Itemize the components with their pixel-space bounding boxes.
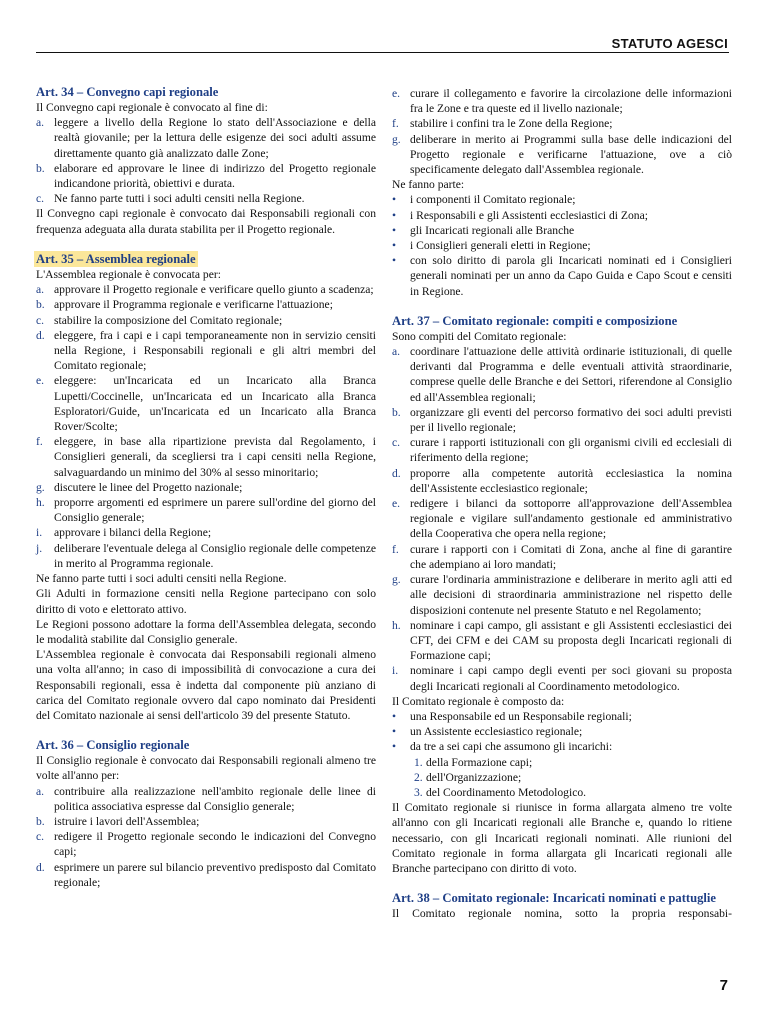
list-item-text: curare i rapporti con i Comitati di Zona, anche al fine di garantire che adempiano ai loro mandati; [410, 542, 732, 571]
list-item-text: redigere i bilanci da sottoporre all'approvazione dell'Assemblea regionale e vigilare sull'andamento gestionale ed amministrativo della Cooperativa che opera nella regione; [410, 497, 732, 541]
list-marker: a. [36, 283, 45, 297]
art35-intro: L'Assemblea regionale è convocata per: [36, 268, 221, 282]
list-item-text: dell'Organizzazione; [426, 770, 522, 784]
list-item-text: da tre a sei capi che assumono gli incarichi: [410, 740, 613, 754]
art35-paragraph: L'Assemblea regionale è convocata dai Responsabili regionali almeno una volta all'anno; in caso di impossibilità di convocazione a cura dei Responsabili regionali, essa è indetta dal componente più anziano di carica del Comitato regionale ovvero dal capo nominato dai Presidenti del Comitato nazionale ai sensi dell'articolo 39 del presente Statuto. [36, 648, 376, 722]
list-marker: c. [36, 830, 45, 844]
list-marker: g. [392, 573, 401, 587]
art34-title: Art. 34 – Convegno capi regionale [36, 85, 219, 99]
bullet-marker: • [392, 239, 397, 253]
list-item-text: curare l'ordinaria amministrazione e deliberare in merito agli atti ed alle decisioni di straordinaria amministrazione nel rispetto delle disposizioni contenute nel presente Statuto e nel Regolamento; [410, 573, 732, 617]
list-item [392, 192, 732, 207]
list-item-text: Ne fanno parte tutti i soci adulti censiti nella Regione. [54, 192, 305, 206]
list-item [392, 496, 732, 542]
list-item-text: istruire i lavori dell'Assemblea; [54, 814, 200, 828]
list-item [392, 405, 732, 435]
list-marker: g. [36, 480, 45, 494]
art34-list [36, 115, 376, 206]
list-marker: i. [392, 664, 399, 678]
list-item [392, 435, 732, 465]
list-marker: a. [36, 116, 45, 130]
art37-title: Art. 37 – Comitato regionale: compiti e composizione [392, 313, 678, 328]
bullet-marker: • [392, 725, 397, 739]
art36-title: Art. 36 – Consiglio regionale [36, 738, 190, 753]
art37-list [392, 344, 732, 694]
list-item-text: della Formazione capi; [426, 755, 533, 769]
left-column [36, 84, 376, 890]
list-item [36, 814, 376, 829]
list-marker: b. [36, 814, 45, 828]
bullet-marker: • [392, 709, 397, 723]
list-item [392, 208, 732, 223]
list-marker: 2. [414, 770, 423, 784]
art35-paragraph: Le Regioni possono adottare la forma dell'Assemblea delegata, secondo le modalità stabilite dal Consiglio generale. [36, 617, 376, 646]
list-item [392, 253, 732, 299]
list-marker: f. [392, 117, 399, 131]
list-marker: 3. [414, 785, 423, 799]
list-item [392, 542, 732, 572]
art36-members-intro: Ne fanno parte: [392, 178, 465, 192]
list-item-text: redigere il Progetto regionale secondo le indicazioni del Convegno capi; [54, 830, 376, 859]
art37-intro: Sono compiti del Comitato regionale: [392, 329, 567, 343]
art34-intro: Il Convegno capi regionale è convocato al fine di: [36, 101, 268, 114]
list-item [392, 238, 732, 253]
art37-composition-intro: Il Comitato regionale è composto da: [392, 694, 565, 708]
list-marker: 1. [414, 755, 423, 769]
list-item [392, 663, 732, 693]
list-item [392, 709, 732, 724]
list-item [392, 116, 732, 131]
list-marker: c. [392, 436, 401, 450]
list-item [392, 724, 732, 739]
list-marker: b. [36, 161, 45, 175]
list-item [36, 115, 376, 161]
list-item [392, 132, 732, 178]
list-marker: c. [36, 192, 45, 206]
list-item [36, 541, 376, 571]
list-item [36, 373, 376, 434]
list-item [392, 466, 732, 496]
art36-list [36, 784, 376, 890]
list-item [36, 313, 376, 328]
list-item-text: proporre alla competente autorità ecclesiastica la nomina dell'Assistente ecclesiastico regionale; [410, 466, 732, 495]
art35-paragraph: Gli Adulti in formazione censiti nella Regione partecipano con solo diritto di voto e elettorato attivo. [36, 587, 376, 616]
list-marker: f. [36, 435, 43, 449]
list-item [392, 344, 732, 405]
list-marker: b. [36, 298, 45, 312]
list-item [36, 480, 376, 495]
list-item-text: nominare i capi campo, gli assistant e gli Assistenti ecclesiastici dei CFT, dei CFM e dei CAM su proposta degli Incaricati regionali di Formazione capi; [410, 618, 732, 663]
list-item-text: curare i rapporti istituzionali con gli organismi civili ed ecclesiali di riferimento della regione; [410, 436, 732, 465]
art36-members-list [392, 192, 732, 298]
art34-outro: Il Convegno capi regionale è convocato dai Responsabili regionali con frequenza adeguata alla durata stabilita per il Progetto regionale. [36, 207, 376, 236]
art35-title: Art. 35 – Assemblea regionale [36, 251, 196, 266]
list-item [392, 739, 732, 754]
list-item [392, 770, 732, 785]
bullet-marker: • [392, 740, 397, 754]
list-item-text: eleggere, in base alla ripartizione prevista dal Regolamento, i Consiglieri generali, da scegliersi tra i capi censiti nella Regione, salvaguardando un minimo del 30% al sesso minoritario; [54, 435, 376, 479]
list-item [392, 572, 732, 618]
list-item-text: deliberare l'eventuale delega al Consiglio regionale delle competenze in merito al Programma regionale. [54, 541, 376, 570]
list-marker: d. [36, 328, 45, 342]
list-item [36, 829, 376, 859]
list-item-text: i componenti il Comitato regionale; [410, 193, 576, 207]
art37-roles-sublist [392, 755, 732, 801]
list-item-text: contribuire alla realizzazione nell'ambito regionale delle linee di politica associativa espresse dal Consiglio generale; [54, 784, 376, 813]
list-item-text: i Consiglieri generali eletti in Regione; [410, 239, 591, 253]
list-item [36, 282, 376, 297]
list-marker: g. [392, 132, 401, 146]
art38-text: Il Comitato regionale nomina, sotto la propria responsabi- [392, 907, 732, 921]
list-item-text: nominare i capi campo degli eventi per soci giovani su proposta degli Incaricati regionali al Coordinamento metodologico. [410, 664, 732, 693]
list-item-text: deliberare in merito ai Programmi sulla base delle indicazioni del Progetto regionale e verificarne l'attuazione, ove a ciò specificamente delegato dall'Assemblea regionale. [410, 132, 732, 177]
list-item [36, 860, 376, 890]
list-item-text: curare il collegamento e favorire la circolazione delle informazioni fra le Zone e tra queste ed il livello nazionale; [410, 87, 732, 116]
list-item-text: approvare il Programma regionale e verificarne l'attuazione; [54, 298, 333, 312]
list-item-text: con solo diritto di parola gli Incaricati nominati ed i Consiglieri generali nominati per un anno da Capo Guida e Capo Scout e censiti in Regione. [410, 254, 732, 298]
list-item-text: proporre argomenti ed esprimere un parere sull'ordine del giorno del Consiglio generale; [54, 496, 376, 525]
list-marker: h. [36, 496, 45, 510]
list-marker: d. [392, 466, 401, 480]
list-item-text: stabilire i confini tra le Zone della Regione; [410, 117, 613, 131]
running-header-title: STATUTO AGESCI [611, 36, 728, 51]
list-marker: d. [36, 860, 45, 874]
header-rule [36, 52, 729, 53]
list-item [36, 784, 376, 814]
list-item-text: elaborare ed approvare le linee di indirizzo del Progetto regionale indicandone priorità, obiettivi e durata. [54, 161, 376, 191]
list-item-text: leggere a livello della Regione lo stato dell'Associazione e della realtà giovanile; per la lettura delle esigenze dei soci adulti assume direttamente quanto già analizzato dalle Zone; [54, 116, 376, 160]
art36-intro: Il Consiglio regionale è convocato dai Responsabili regionali almeno tre volte all'anno per: [36, 754, 376, 783]
list-item [392, 86, 732, 116]
list-marker: h. [392, 618, 401, 632]
list-item-text: discutere le linee del Progetto nazionale; [54, 480, 243, 494]
art37-composition-list [392, 709, 732, 755]
list-item [36, 495, 376, 525]
list-item-text: esprimere un parere sul bilancio preventivo predisposto dal Comitato regionale; [54, 860, 376, 889]
art35-paragraph: Ne fanno parte tutti i soci adulti censiti nella Regione. [36, 572, 287, 586]
list-item-text: del Coordinamento Metodologico. [426, 785, 587, 799]
art38-title: Art. 38 – Comitato regionale: Incaricati nominati e pattuglie [392, 891, 717, 906]
list-item [392, 785, 732, 800]
bullet-marker: • [392, 208, 397, 222]
list-item [36, 161, 376, 191]
list-marker: e. [392, 497, 401, 511]
list-marker: a. [392, 345, 401, 359]
bullet-marker: • [392, 193, 397, 207]
right-column [392, 86, 732, 921]
list-item-text: un Assistente ecclesiastico regionale; [410, 725, 583, 739]
list-item [36, 525, 376, 540]
list-item [392, 618, 732, 664]
list-marker: e. [392, 87, 401, 100]
list-item-text: eleggere, fra i capi e i capi temporaneamente non in servizio censiti nella Regione, i Responsabili regionali e gli altri membri del Comitato regionale; [54, 328, 376, 373]
list-item [36, 191, 376, 206]
art36-list-continued [392, 86, 732, 177]
list-item-text: una Responsabile ed un Responsabile regionali; [410, 709, 632, 723]
list-marker: e. [36, 374, 45, 388]
list-item [36, 328, 376, 374]
art35-list [36, 282, 376, 571]
list-item-text: approvare il Progetto regionale e verificare quello giunto a scadenza; [54, 283, 374, 297]
list-item-text: approvare i bilanci della Regione; [54, 526, 212, 540]
list-marker: c. [36, 313, 45, 327]
art37-outro: Il Comitato regionale si riunisce in forma allargata almeno tre volte all'anno con gli Incaricati regionali alle Branche e, quando lo ritiene necessario, con gli Incaricati regionali nominati. Alle riunioni del Comitato regionale in forma allargata gli Incaricati regionali alle Branche partecipano con diritto di voto. [392, 801, 732, 875]
list-item-text: eleggere: un'Incaricata ed un Incaricato alla Branca Lupetti/Coccinelle, un'Incaricata ed un Incaricato alla Branca Esploratori/Guide, un'Incaricata ed un Incaricato alla Branca Rover/Scolte; [54, 374, 376, 434]
page-number: 7 [719, 977, 728, 994]
list-marker: j. [36, 541, 43, 555]
list-item-text: organizzare gli eventi del percorso formativo dei soci adulti previsti per il livello regionale; [410, 405, 732, 435]
list-marker: f. [392, 542, 399, 556]
list-item [392, 223, 732, 238]
list-marker: b. [392, 405, 401, 419]
list-item [36, 297, 376, 312]
list-item-text: i Responsabili e gli Assistenti ecclesiastici di Zona; [410, 208, 648, 222]
list-marker: a. [36, 784, 45, 798]
bullet-marker: • [392, 254, 397, 268]
list-marker: i. [36, 526, 43, 540]
bullet-marker: • [392, 223, 397, 237]
list-item [36, 434, 376, 480]
list-item-text: stabilire la composizione del Comitato regionale; [54, 313, 283, 327]
list-item-text: gli Incaricati regionali alle Branche [410, 223, 575, 237]
list-item [392, 755, 732, 770]
list-item-text: coordinare l'attuazione delle attività ordinarie istituzionali, di quelle derivanti dal Programma e delle eventuali attività straordinarie, comprese quelle delle Branche e dei Settori, riferendone al Consiglio ed all'Assemblea regionali; [410, 345, 732, 404]
